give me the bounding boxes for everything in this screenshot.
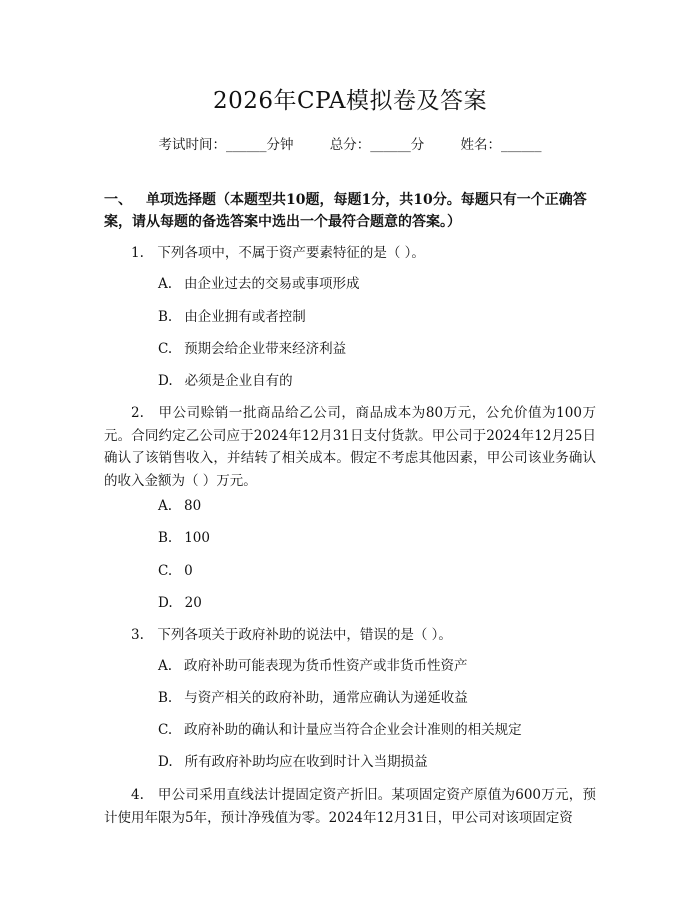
- option-letter: C.: [158, 341, 173, 357]
- question-2-option-a: [158, 496, 201, 516]
- option-letter: A.: [158, 658, 173, 674]
- option-letter: D.: [158, 595, 173, 611]
- question-2-option-c: [158, 561, 193, 581]
- student-name-field: 姓名：______: [460, 137, 542, 153]
- option-text: 政府补助可能表现为货币性资产或非货币性资产: [184, 658, 468, 674]
- section-number: 一、: [104, 192, 132, 208]
- question-2-option-b: [158, 528, 210, 548]
- question-3-stem: 3. 下列各项关于政府补助的说法中，错误的是（ ）。: [131, 627, 452, 643]
- option-letter: B.: [158, 690, 173, 706]
- section-instructions: 单项选择题（本题型共10题，每题1分，共10分。每题只有一个正确答案，请从每题的备选答案中选出一个最符合题意的答案。）: [104, 192, 587, 230]
- option-text: 由企业过去的交易或事项形成: [184, 276, 360, 292]
- question-1-option-c: [158, 339, 346, 359]
- option-letter: D.: [158, 373, 173, 389]
- option-text: 预期会给企业带来经济利益: [184, 341, 347, 357]
- question-1-option-b: [158, 307, 306, 327]
- exam-time-field: 考试时间：______分钟: [158, 137, 294, 153]
- option-text: 所有政府补助均应在收到时计入当期损益: [184, 754, 428, 770]
- question-3-option-c: [158, 720, 522, 740]
- question-3-option-d: [158, 752, 428, 772]
- question-2-option-d: [158, 593, 202, 613]
- option-letter: B.: [158, 309, 173, 325]
- option-letter: A.: [158, 498, 173, 514]
- option-text: 100: [184, 530, 210, 546]
- option-text: 20: [184, 595, 202, 611]
- option-text: 80: [184, 498, 202, 514]
- option-text: 必须是企业自有的: [184, 373, 293, 389]
- exam-info: [0, 133, 700, 153]
- option-letter: C.: [158, 722, 173, 738]
- section-heading: [104, 189, 596, 233]
- question-3-option-b: [158, 688, 468, 708]
- option-letter: B.: [158, 530, 173, 546]
- question-1-option-d: [158, 371, 293, 391]
- option-text: 由企业拥有或者控制: [184, 309, 306, 325]
- question-1-option-a: [158, 274, 360, 294]
- option-text: 0: [184, 563, 193, 579]
- option-letter: D.: [158, 754, 173, 770]
- question-1-stem: 1. 下列各项中，不属于资产要素特征的是（ ）。: [131, 245, 425, 261]
- question-4-stem: 4. 甲公司采用直线法计提固定资产折旧。某项固定资产原值为600万元，预计使用年限为5年，预计净残值为零。2024年12月31日，甲公司对该项固定资: [104, 787, 596, 826]
- option-letter: A.: [158, 276, 173, 292]
- total-score-field: 总分：______分: [329, 137, 425, 153]
- question-2-stem: 2. 甲公司赊销一批商品给乙公司，商品成本为80万元，公允价值为100万元。合同约定乙公司应于2024年12月31日支付货款。甲公司于2024年12月25日确认了该销售收入，并结转了相关成本。假定不考虑其他因素，甲公司该业务确认的收入金额为（ ）万元。: [104, 405, 596, 489]
- document-title: 2026年CPA模拟卷及答案: [212, 88, 488, 114]
- option-letter: C.: [158, 563, 173, 579]
- option-text: 政府补助的确认和计量应当符合企业会计准则的相关规定: [184, 722, 522, 738]
- option-text: 与资产相关的政府补助，通常应确认为递延收益: [184, 690, 468, 706]
- question-3-option-a: [158, 656, 468, 676]
